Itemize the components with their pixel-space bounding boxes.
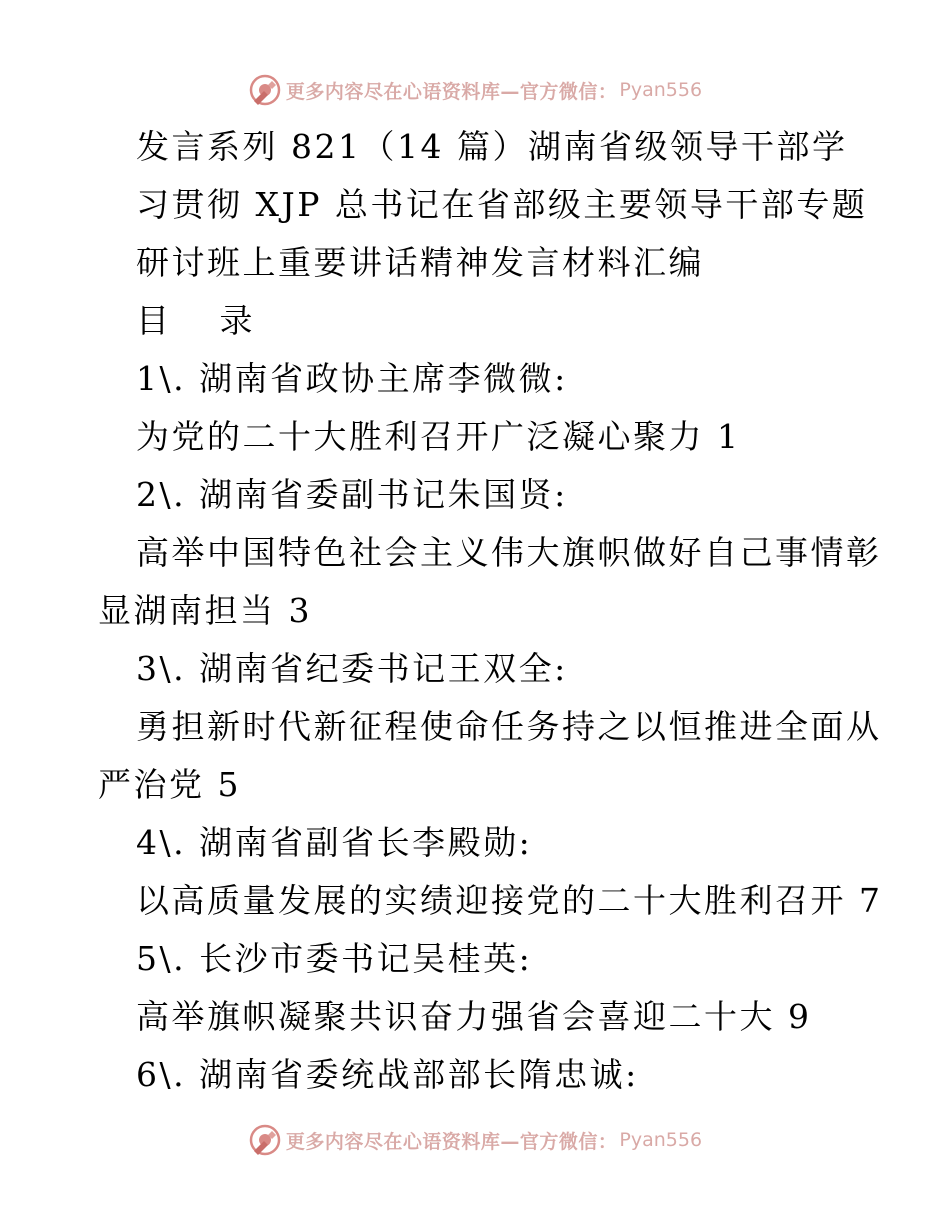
- toc-entry-author: 4\. 湖南省副省长李殿勋:: [136, 823, 533, 862]
- watermark-handle: Pyan556: [619, 1129, 703, 1151]
- toc-entry-author: 3\. 湖南省纪委书记王双全:: [136, 649, 568, 688]
- watermark-handle: Pyan556: [619, 79, 703, 101]
- title-line: 发言系列 821（14 篇）湖南省级领导干部学: [136, 127, 848, 166]
- footer-watermark: [0, 1120, 950, 1160]
- toc-entry-author: 5\. 长沙市委书记吴桂英:: [136, 939, 533, 978]
- toc-entry-title: 高举中国特色社会主义伟大旗帜做好自己事情彰: [136, 533, 882, 572]
- pen-nib-logo-icon: [248, 1123, 282, 1157]
- document-body: [0, 118, 950, 1104]
- watermark-text: 更多内容尽在心语资料库—官方微信：: [285, 80, 618, 103]
- pen-nib-logo-icon: [248, 73, 282, 107]
- title-line: 习贯彻 XJP 总书记在省部级主要领导干部专题: [136, 185, 868, 224]
- watermark-text: 更多内容尽在心语资料库—官方微信：: [285, 1130, 618, 1153]
- header-watermark: [0, 70, 950, 110]
- toc-entry-author: 1\. 湖南省政协主席李微微:: [136, 359, 568, 398]
- toc-entry-author: 6\. 湖南省委统战部部长隋忠诚:: [136, 1055, 639, 1094]
- toc-entry-title: 勇担新时代新征程使命任务持之以恒推进全面从: [136, 707, 882, 746]
- title-line: 研讨班上重要讲话精神发言材料汇编: [136, 243, 704, 282]
- toc-entry-title: 为党的二十大胜利召开广泛凝心聚力 1: [136, 417, 741, 456]
- toc-entry-author: 2\. 湖南省委副书记朱国贤:: [136, 475, 568, 514]
- toc-entry-title-cont: 严治党 5: [98, 765, 241, 804]
- toc-entry-title: 高举旗帜凝聚共识奋力强省会喜迎二十大 9: [136, 997, 812, 1036]
- toc-entry-title: 以高质量发展的实绩迎接党的二十大胜利召开 7: [136, 881, 883, 920]
- toc-heading: 目 录: [136, 301, 273, 340]
- toc-entry-title-cont: 显湖南担当 3: [98, 591, 312, 630]
